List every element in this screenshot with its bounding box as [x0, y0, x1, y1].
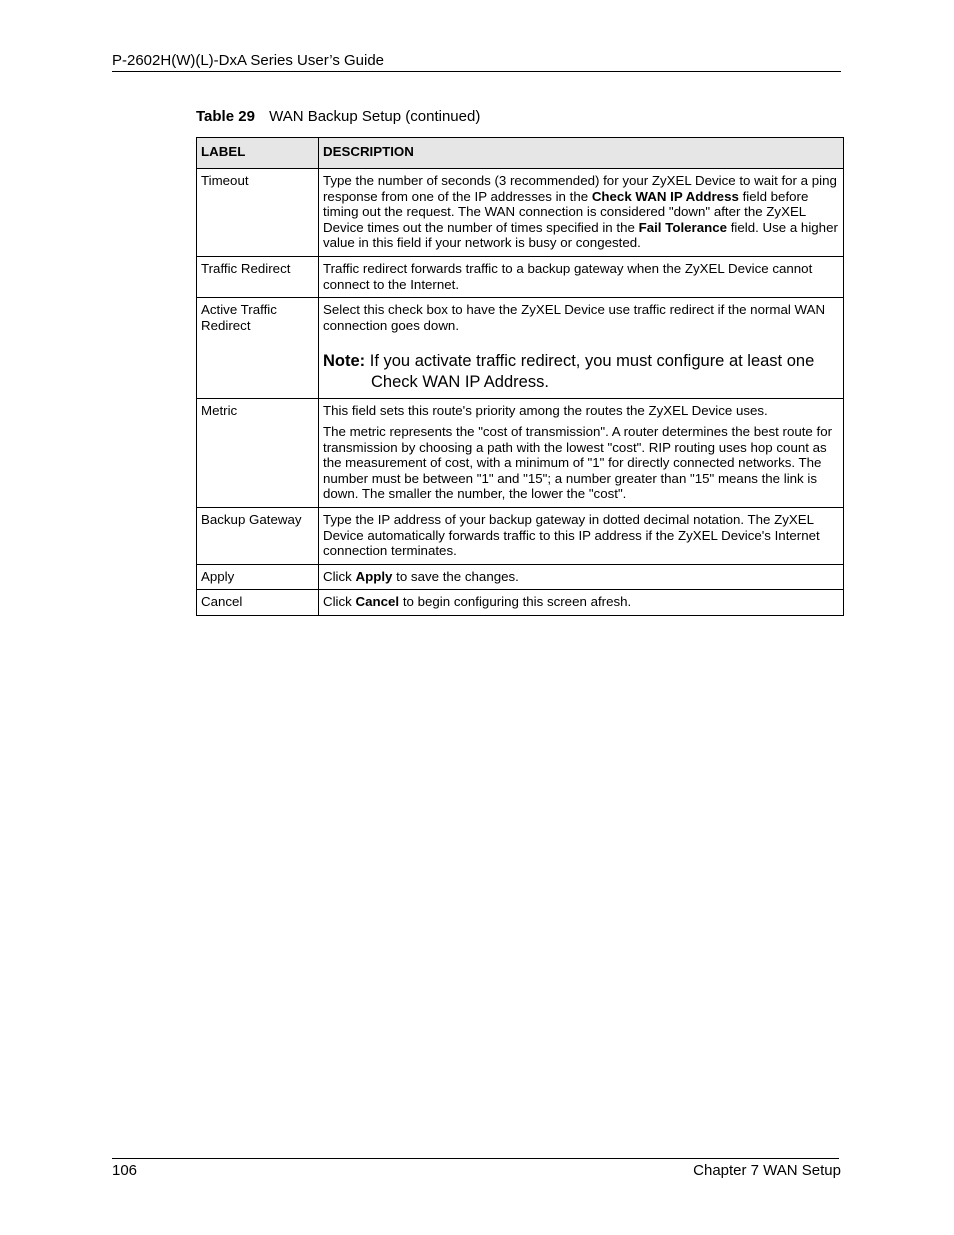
table-row	[197, 590, 844, 616]
note-block	[323, 351, 839, 393]
row-label: Timeout	[197, 169, 319, 257]
wan-backup-setup-table	[196, 137, 844, 616]
table-caption-text: WAN Backup Setup (continued)	[269, 108, 481, 125]
table-row	[197, 169, 844, 257]
row-label: Cancel	[197, 590, 319, 616]
table-row	[197, 399, 844, 508]
row-label: Active Traffic Redirect	[197, 298, 319, 399]
note-text: If you activate traffic redirect, you must configure at least one Check WAN IP Address.	[365, 352, 815, 392]
table-header-row	[197, 138, 844, 169]
table-caption	[196, 108, 480, 125]
table-row	[197, 256, 844, 297]
row-label: Backup Gateway	[197, 507, 319, 564]
table-row	[197, 507, 844, 564]
row-description: Type the IP address of your backup gateway in dotted decimal notation. The ZyXEL Device automatically forwards traffic to this IP address if the ZyXEL Device's Internet connection terminates.	[319, 507, 844, 564]
row-description: Traffic redirect forwards traffic to a backup gateway when the ZyXEL Device cannot connect to the Internet.	[319, 256, 844, 297]
chapter-title: Chapter 7 WAN Setup	[693, 1162, 841, 1179]
column-header-label: LABEL	[197, 138, 319, 169]
row-description: Click Apply to save the changes.	[319, 564, 844, 590]
description-paragraph: Select this check box to have the ZyXEL Device use traffic redirect if the normal WAN connection goes down.	[323, 302, 826, 333]
row-description	[319, 298, 844, 399]
table-caption-label: Table 29	[196, 108, 255, 125]
row-description: Click Cancel to begin configuring this screen afresh.	[319, 590, 844, 616]
description-paragraph: This field sets this route's priority among the routes the ZyXEL Device uses.	[323, 403, 768, 419]
page-number: 106	[112, 1162, 138, 1179]
row-label: Traffic Redirect	[197, 256, 319, 297]
footer-divider	[112, 1158, 839, 1159]
row-label: Apply	[197, 564, 319, 590]
row-description	[319, 399, 844, 508]
description-paragraph: The metric represents the "cost of transmission". A router determines the best route for transmission by choosing a path with the lowest "cost". RIP routing uses hop count as the measurement of cost, with a minimum of "1" for directly connected networks. The number must be between "1" and "15"; a number greater than "15" means the link is down. The smaller the number, the lower the "cost".	[323, 423, 833, 502]
running-header-title: P-2602H(W)(L)-DxA Series User’s Guide	[112, 52, 385, 69]
header-divider	[112, 71, 841, 72]
table-row	[197, 564, 844, 590]
table-row	[197, 298, 844, 399]
row-label: Metric	[197, 399, 319, 508]
row-description: Type the number of seconds (3 recommended) for your ZyXEL Device to wait for a ping response from one of the IP addresses in the Check WAN IP Address field before timing out the request. The WAN connection is considered "down" after the ZyXEL Device times out the number of times specified in the Fail Tolerance field. Use a higher value in this field if your network is busy or congested.	[319, 169, 844, 257]
column-header-description: DESCRIPTION	[319, 138, 844, 169]
note-label: Note:	[323, 352, 366, 371]
